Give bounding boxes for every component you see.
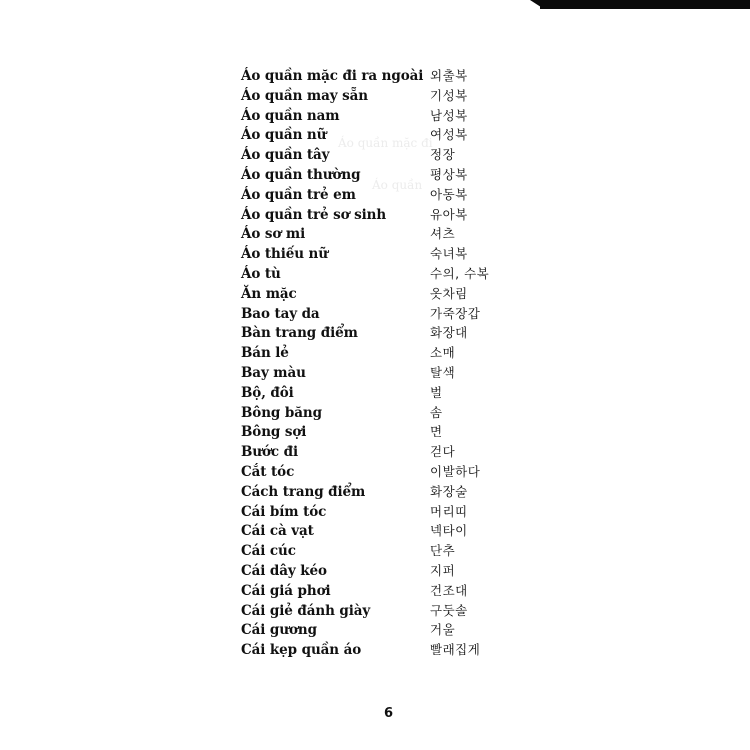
vietnamese-term: Cái cà vạt [241, 523, 314, 540]
korean-term: 유아복 [430, 206, 468, 222]
korean-term: 기성복 [430, 87, 468, 103]
vocabulary-entry [240, 106, 540, 126]
vocabulary-entry [240, 185, 540, 205]
vietnamese-term: Bay màu [241, 364, 306, 381]
korean-term: 가죽장갑 [430, 305, 481, 321]
vocabulary-entry [240, 323, 540, 343]
vietnamese-term: Cái giá phơi [241, 582, 331, 599]
korean-term: 외출복 [430, 68, 468, 83]
bleed-through-text: Áo quần mặc đi [338, 136, 433, 150]
korean-term: 숙녀복 [430, 246, 468, 262]
vocabulary-entry [240, 422, 540, 442]
vietnamese-term: Áo quần nam [241, 107, 340, 124]
vocabulary-entry [240, 442, 540, 462]
korean-term: 지퍼 [430, 562, 456, 578]
korean-term: 탈색 [430, 364, 456, 380]
vocabulary-entry [240, 66, 540, 86]
korean-term: 화장술 [430, 483, 468, 499]
vocabulary-entry [240, 541, 540, 561]
vocabulary-entry [240, 601, 540, 621]
vietnamese-term: Cách trang điểm [241, 483, 366, 500]
vietnamese-term: Cái bím tóc [241, 503, 327, 520]
vocabulary-entry [240, 125, 540, 145]
korean-term: 정장 [430, 147, 456, 163]
korean-term: 거울 [430, 622, 456, 638]
vietnamese-term: Áo tù [241, 265, 281, 282]
vocabulary-entry [240, 482, 540, 502]
vietnamese-term: Ăn mặc [241, 285, 297, 302]
vocabulary-list [240, 66, 540, 660]
vietnamese-term: Áo quần thường [241, 166, 361, 183]
korean-term: 여성복 [430, 127, 468, 143]
vietnamese-term: Cái giẻ đánh giày [241, 602, 371, 619]
vocabulary-entry [240, 284, 540, 304]
vietnamese-term: Bông băng [241, 404, 322, 421]
vocabulary-entry [240, 205, 540, 225]
vietnamese-term: Bông sợi [241, 424, 307, 441]
korean-term: 셔츠 [430, 226, 456, 242]
vietnamese-term: Cái gương [241, 622, 317, 639]
korean-term: 걷다 [430, 444, 456, 460]
vocabulary-entry [240, 383, 540, 403]
vietnamese-term: Bán lẻ [241, 345, 289, 362]
vocabulary-entry [240, 403, 540, 423]
korean-term: 넥타이 [430, 523, 468, 539]
vietnamese-term: Bàn trang điểm [241, 325, 358, 342]
vietnamese-term: Bao tay da [241, 305, 320, 322]
korean-term: 벌 [430, 384, 443, 400]
vocabulary-entry [240, 363, 540, 383]
korean-term: 옷차림 [430, 285, 468, 301]
corner-mark [520, 0, 750, 14]
korean-term: 구둣솔 [430, 602, 468, 618]
korean-term: 면 [430, 424, 443, 440]
korean-term: 빨래집게 [430, 642, 481, 658]
vietnamese-term: Áo quần tây [241, 147, 330, 164]
vietnamese-term: Áo thiếu nữ [241, 246, 328, 263]
vocabulary-entry [240, 561, 540, 581]
korean-term: 머리띠 [430, 503, 468, 519]
vocabulary-entry [240, 304, 540, 324]
korean-term: 솜 [430, 404, 443, 420]
vietnamese-term: Áo quần nữ [241, 127, 327, 144]
vietnamese-term: Cái cúc [241, 543, 296, 560]
vocabulary-entry [240, 165, 540, 185]
vocabulary-entry [240, 462, 540, 482]
vietnamese-term: Cái dây kéo [241, 562, 327, 579]
korean-term: 건조대 [430, 582, 468, 598]
vocabulary-entry [240, 640, 540, 660]
vocabulary-entry [240, 521, 540, 541]
korean-term: 화장대 [430, 325, 468, 341]
vietnamese-term: Bộ, đôi [241, 384, 294, 401]
korean-term: 남성복 [430, 107, 468, 123]
vocabulary-entry [240, 581, 540, 601]
korean-term: 평상복 [430, 166, 468, 182]
vocabulary-entry [240, 343, 540, 363]
vocabulary-entry [240, 224, 540, 244]
vietnamese-term: Cái kẹp quần áo [241, 642, 362, 659]
vocabulary-entry [240, 244, 540, 264]
korean-term: 소매 [430, 345, 456, 361]
vietnamese-term: Áo quần mặc đi ra ngoài [241, 68, 424, 84]
vocabulary-entry [240, 264, 540, 284]
korean-term: 아동복 [430, 186, 468, 202]
korean-term: 단추 [430, 543, 456, 559]
korean-term: 이발하다 [430, 463, 481, 479]
vocabulary-entry [240, 145, 540, 165]
korean-term: 수의, 수복 [430, 265, 490, 281]
bleed-through-text: Áo quần [372, 178, 423, 192]
vocabulary-entry [240, 502, 540, 522]
vietnamese-term: Áo quần trẻ em [241, 186, 356, 203]
page-number: 6 [384, 706, 394, 721]
vietnamese-term: Bước đi [241, 444, 299, 461]
vietnamese-term: Áo quần may sẵn [241, 87, 368, 104]
vocabulary-entry [240, 620, 540, 640]
vietnamese-term: Cắt tóc [241, 463, 295, 480]
vietnamese-term: Áo sơ mi [241, 226, 306, 243]
vietnamese-term: Áo quần trẻ sơ sinh [241, 206, 387, 223]
vocabulary-entry [240, 86, 540, 106]
